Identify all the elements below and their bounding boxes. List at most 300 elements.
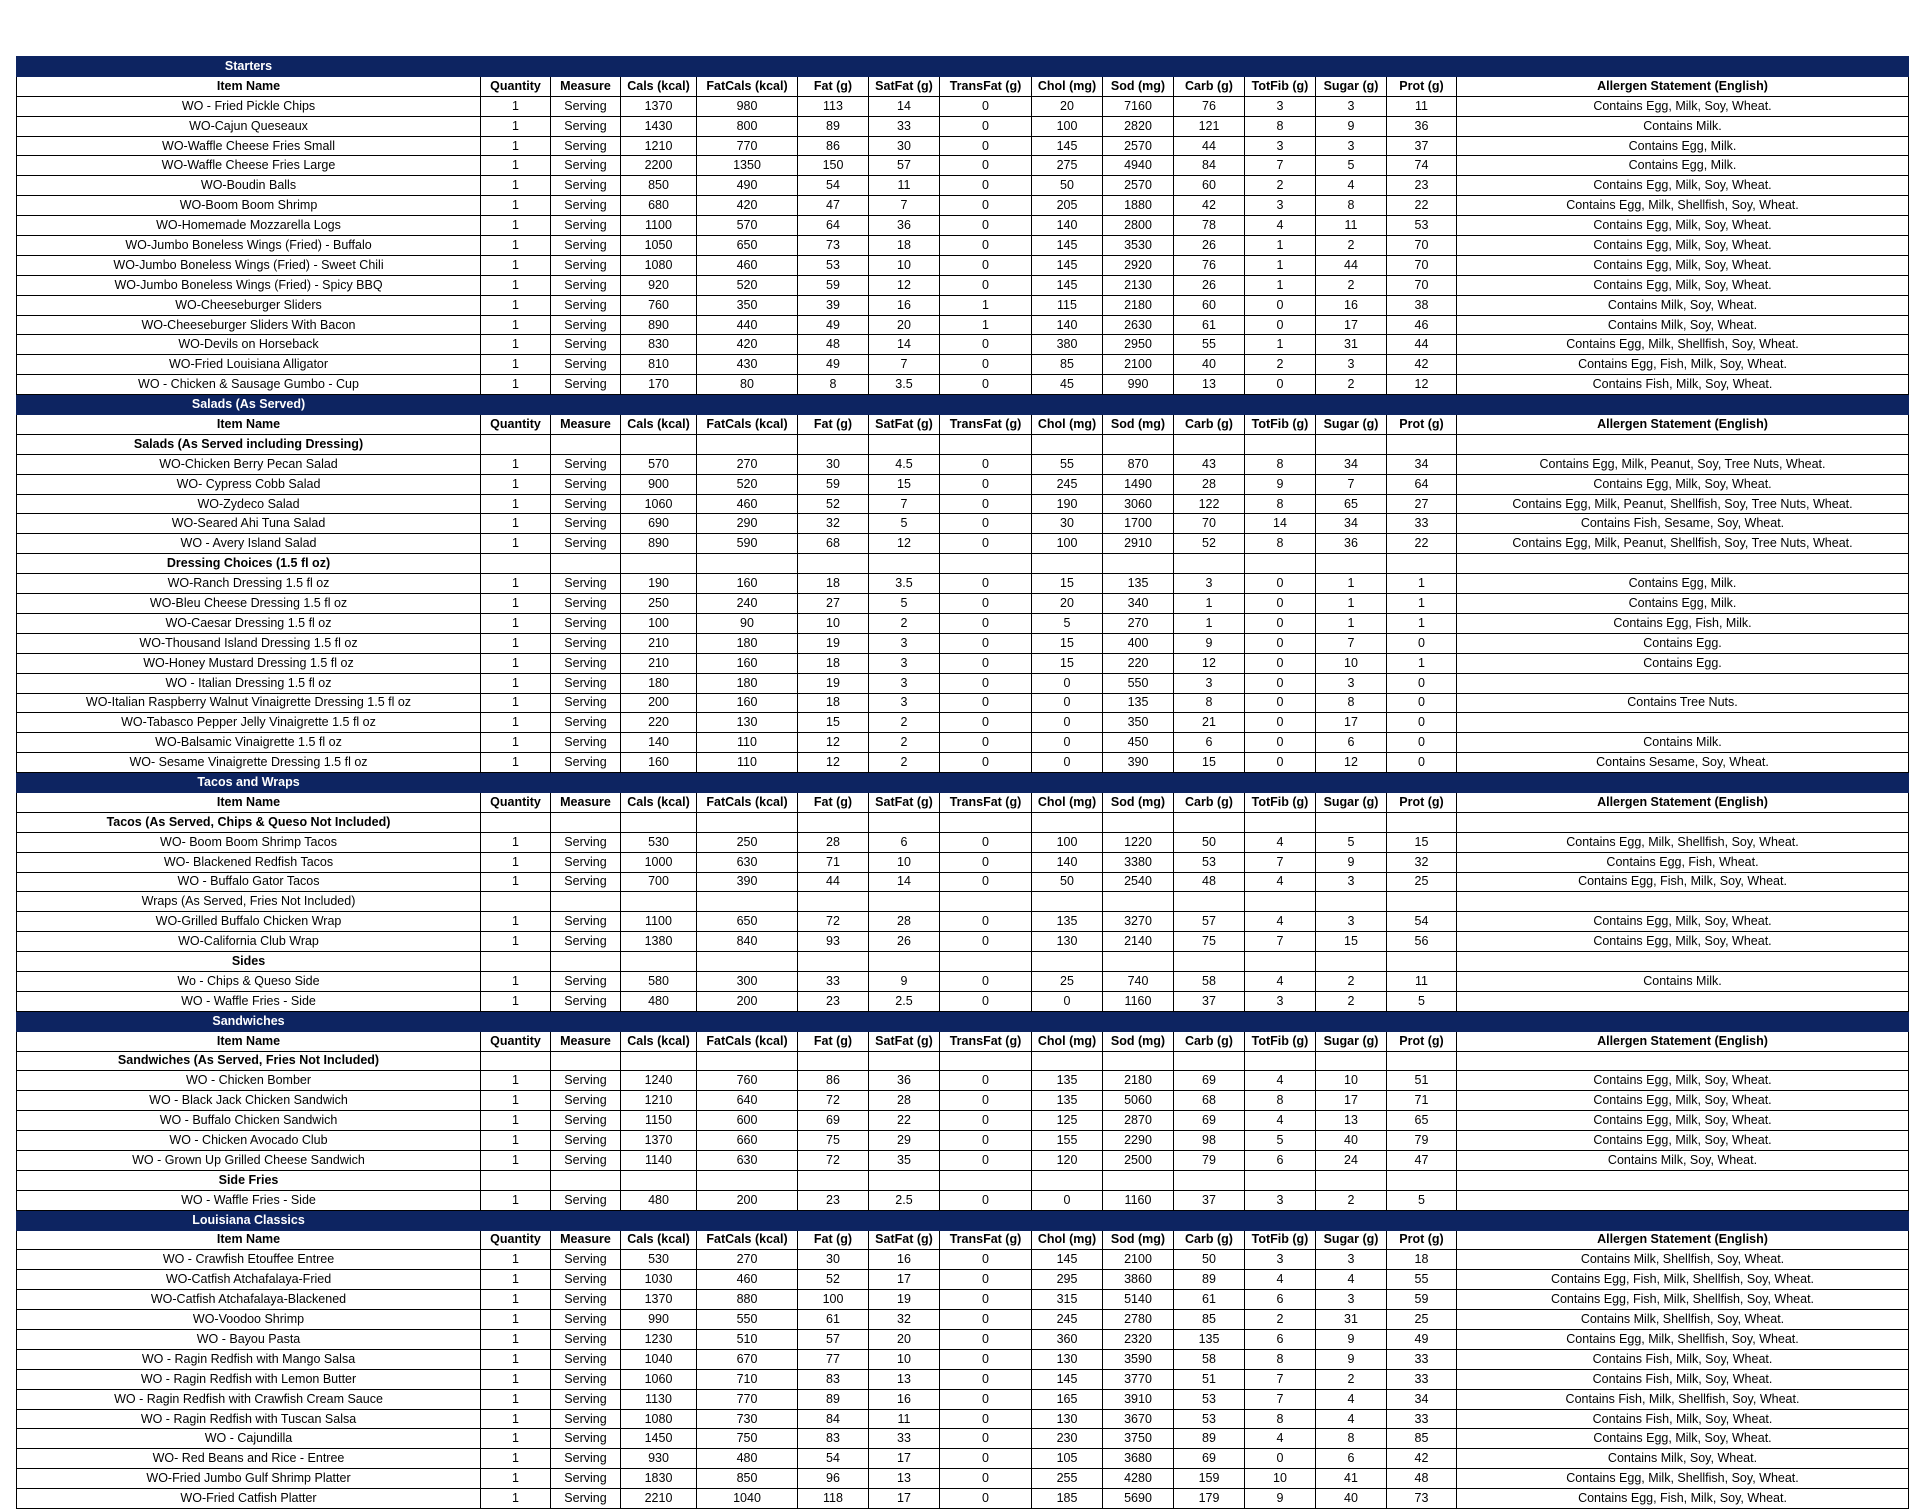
section-band-cell [1174,773,1245,793]
value-cell: 113 [798,96,869,116]
section-band-cell [1032,1011,1103,1031]
value-cell: 110 [697,753,798,773]
value-cell: 1370 [621,96,697,116]
column-header: FatCals (kcal) [697,1031,798,1051]
value-cell: 89 [798,116,869,136]
value-cell: 10 [869,255,940,275]
empty-cell [1174,1051,1245,1071]
value-cell: 45 [1032,375,1103,395]
item-name-cell: WO-Waffle Cheese Fries Small [17,136,481,156]
column-header: Cals (kcal) [621,792,697,812]
value-cell: 1060 [621,494,697,514]
value-cell: 135 [1032,912,1103,932]
value-cell: 240 [697,594,798,614]
value-cell: 185 [1032,1489,1103,1509]
value-cell: 1 [481,176,551,196]
section-band-cell [940,773,1032,793]
value-cell: 37 [1174,991,1245,1011]
empty-cell [697,434,798,454]
value-cell: 0 [940,136,1032,156]
section-band-cell [869,773,940,793]
item-name-cell: WO - Cajundilla [17,1429,481,1449]
value-cell: 1 [481,594,551,614]
value-cell: 53 [1174,1389,1245,1409]
value-cell: 3 [1245,136,1316,156]
section-band-cell [940,1210,1032,1230]
value-cell: 2140 [1103,932,1174,952]
value-cell: 3750 [1103,1429,1174,1449]
value-cell: 1 [481,514,551,534]
value-cell: 89 [1174,1429,1245,1449]
value-cell: 86 [798,136,869,156]
value-cell: 23 [798,991,869,1011]
value-cell: 54 [798,176,869,196]
empty-cell [1387,952,1457,972]
value-cell: 75 [1174,932,1245,952]
value-cell: 75 [798,1131,869,1151]
value-cell: 5 [1316,832,1387,852]
section-band-cell [1103,57,1174,77]
allergen-cell: Contains Egg, Fish, Milk, Soy, Wheat. [1457,355,1909,375]
column-header: SatFat (g) [869,792,940,812]
value-cell: 1 [481,971,551,991]
table-row [17,991,1909,1011]
value-cell: 2570 [1103,176,1174,196]
value-cell: 1030 [621,1270,697,1290]
column-header: Carb (g) [1174,415,1245,435]
value-cell: 46 [1387,315,1457,335]
column-header: FatCals (kcal) [697,792,798,812]
item-name-cell: WO - Chicken Avocado Club [17,1131,481,1151]
value-cell: 5140 [1103,1290,1174,1310]
value-cell: 7 [1245,932,1316,952]
value-cell: 360 [1032,1330,1103,1350]
value-cell: 570 [697,216,798,236]
value-cell: 1350 [697,156,798,176]
item-name-cell: WO - Fried Pickle Chips [17,96,481,116]
value-cell: 0 [940,1091,1032,1111]
allergen-cell: Contains Egg, Milk, Soy, Wheat. [1457,932,1909,952]
value-cell: 4 [1245,1270,1316,1290]
value-cell: 1 [481,832,551,852]
empty-cell [869,892,940,912]
allergen-cell: Contains Egg, Milk. [1457,594,1909,614]
section-band-cell [1174,57,1245,77]
value-cell: 0 [940,1449,1032,1469]
item-name-cell: WO - Black Jack Chicken Sandwich [17,1091,481,1111]
value-cell: 3 [1245,991,1316,1011]
value-cell: 3.5 [869,574,940,594]
value-cell: 1830 [621,1469,697,1489]
section-band-cell [1103,1210,1174,1230]
empty-cell [1245,1051,1316,1071]
value-cell: 0 [940,1270,1032,1290]
column-header: Allergen Statement (English) [1457,1230,1909,1250]
value-cell: 145 [1032,236,1103,256]
table-row [17,1330,1909,1350]
allergen-cell: Contains Egg, Milk, Soy, Wheat. [1457,236,1909,256]
value-cell: 2 [1316,1190,1387,1210]
empty-cell [940,892,1032,912]
value-cell: 1100 [621,216,697,236]
value-cell: 0 [940,196,1032,216]
value-cell: 0 [940,474,1032,494]
value-cell: 0 [1245,375,1316,395]
value-cell: 6 [1174,733,1245,753]
item-name-cell: WO-Boom Boom Shrimp [17,196,481,216]
column-header: Sod (mg) [1103,76,1174,96]
value-cell: 630 [697,1150,798,1170]
item-name-cell: WO - Bayou Pasta [17,1330,481,1350]
section-band-cell [1032,1210,1103,1230]
value-cell: 44 [798,872,869,892]
value-cell: 12 [798,733,869,753]
value-cell: 89 [798,1389,869,1409]
column-header: Cals (kcal) [621,76,697,96]
value-cell: 2 [1316,971,1387,991]
allergen-cell: Contains Milk, Shellfish, Soy, Wheat. [1457,1250,1909,1270]
section-band-cell [1457,57,1909,77]
value-cell: 118 [798,1489,869,1509]
subsection-label: Wraps (As Served, Fries Not Included) [17,892,481,912]
item-name-cell: WO- Cypress Cobb Salad [17,474,481,494]
value-cell: 18 [869,236,940,256]
allergen-cell: Contains Sesame, Soy, Wheat. [1457,753,1909,773]
value-cell: 130 [1032,1349,1103,1369]
value-cell: Serving [551,912,621,932]
empty-cell [1387,1051,1457,1071]
value-cell: 40 [1316,1131,1387,1151]
allergen-cell: Contains Egg, Milk, Soy, Wheat. [1457,275,1909,295]
section-band-cell [869,395,940,415]
value-cell: 53 [1174,852,1245,872]
value-cell: 15 [1032,653,1103,673]
value-cell: 37 [1174,1190,1245,1210]
section-title: Louisiana Classics [17,1210,481,1230]
value-cell: 520 [697,474,798,494]
value-cell: 0 [1387,673,1457,693]
value-cell: 0 [940,494,1032,514]
value-cell: 36 [1316,534,1387,554]
value-cell: 7 [1316,474,1387,494]
value-cell: 880 [697,1290,798,1310]
value-cell: 85 [1387,1429,1457,1449]
value-cell: 4 [1245,872,1316,892]
section-band-cell [1457,773,1909,793]
section-band-cell [697,395,798,415]
value-cell: 570 [621,454,697,474]
empty-cell [1174,892,1245,912]
value-cell: 3 [1245,1190,1316,1210]
column-header: Measure [551,415,621,435]
section-band-cell [1245,773,1316,793]
value-cell: 2130 [1103,275,1174,295]
value-cell: 480 [697,1449,798,1469]
value-cell: 36 [869,1071,940,1091]
empty-cell [551,1051,621,1071]
value-cell: 72 [798,1150,869,1170]
value-cell: 1 [481,255,551,275]
value-cell: 7160 [1103,96,1174,116]
value-cell: 0 [1032,753,1103,773]
value-cell: 0 [940,335,1032,355]
empty-cell [1032,554,1103,574]
value-cell: 49 [1387,1330,1457,1350]
section-band-cell [798,57,869,77]
value-cell: 55 [1032,454,1103,474]
value-cell: 1040 [697,1489,798,1509]
value-cell: 65 [1316,494,1387,514]
item-name-cell: WO - Waffle Fries - Side [17,1190,481,1210]
empty-cell [940,1051,1032,1071]
value-cell: 0 [940,116,1032,136]
table-row [17,1091,1909,1111]
column-header: SatFat (g) [869,76,940,96]
value-cell: 2.5 [869,991,940,1011]
value-cell: 160 [621,753,697,773]
value-cell: Serving [551,653,621,673]
value-cell: 3 [1316,912,1387,932]
value-cell: 3 [869,653,940,673]
value-cell: 33 [869,1429,940,1449]
value-cell: 1 [940,315,1032,335]
value-cell: 0 [940,733,1032,753]
allergen-cell: Contains Egg, Milk, Peanut, Shellfish, Soy, Tree Nuts, Wheat. [1457,494,1909,514]
value-cell: 1 [481,375,551,395]
value-cell: 1 [481,1190,551,1210]
section-band-cell [621,57,697,77]
value-cell: 1160 [1103,991,1174,1011]
empty-cell [621,892,697,912]
value-cell: 0 [940,633,1032,653]
empty-cell [1245,892,1316,912]
allergen-cell: Contains Egg, Milk, Peanut, Soy, Tree Nuts, Wheat. [1457,454,1909,474]
value-cell: 0 [940,236,1032,256]
column-header: TotFib (g) [1245,1230,1316,1250]
value-cell: 16 [1316,295,1387,315]
value-cell: 900 [621,474,697,494]
empty-cell [798,812,869,832]
value-cell: 57 [798,1330,869,1350]
value-cell: 1430 [621,116,697,136]
value-cell: 380 [1032,335,1103,355]
value-cell: 7 [1245,1389,1316,1409]
empty-cell [1032,1051,1103,1071]
empty-cell [551,554,621,574]
value-cell: 2180 [1103,295,1174,315]
section-band-cell [551,395,621,415]
section-band-cell [1103,395,1174,415]
value-cell: 14 [869,872,940,892]
value-cell: 32 [869,1310,940,1330]
value-cell: 1 [1387,594,1457,614]
value-cell: 140 [621,733,697,753]
value-cell: 245 [1032,1310,1103,1330]
value-cell: 4 [1245,1111,1316,1131]
value-cell: 33 [1387,1349,1457,1369]
value-cell: 920 [621,275,697,295]
value-cell: 2570 [1103,136,1174,156]
allergen-cell: Contains Egg, Milk, Soy, Wheat. [1457,255,1909,275]
item-name-cell: WO - Waffle Fries - Side [17,991,481,1011]
value-cell: 31 [1316,335,1387,355]
column-header: FatCals (kcal) [697,415,798,435]
table-row [17,753,1909,773]
section-band-cell [697,773,798,793]
table-row [17,912,1909,932]
section-band-cell [1174,395,1245,415]
value-cell: 0 [940,1250,1032,1270]
value-cell: 12 [1387,375,1457,395]
value-cell: 48 [798,335,869,355]
empty-cell [621,952,697,972]
value-cell: 13 [869,1469,940,1489]
item-name-cell: WO-Italian Raspberry Walnut Vinaigrette Dressing 1.5 fl oz [17,693,481,713]
value-cell: 1230 [621,1330,697,1350]
value-cell: 9 [1316,1330,1387,1350]
value-cell: 4 [1245,832,1316,852]
value-cell: 5 [869,594,940,614]
column-header: TransFat (g) [940,792,1032,812]
value-cell: 1 [481,932,551,952]
table-row [17,196,1909,216]
subsection-row [17,1170,1909,1190]
value-cell: 145 [1032,275,1103,295]
value-cell: 510 [697,1330,798,1350]
column-header: Chol (mg) [1032,792,1103,812]
value-cell: 5 [1316,156,1387,176]
value-cell: 0 [940,375,1032,395]
value-cell: 1370 [621,1290,697,1310]
value-cell: 58 [1174,1349,1245,1369]
column-header-row [17,1230,1909,1250]
value-cell: 2 [1316,375,1387,395]
value-cell: 290 [697,514,798,534]
value-cell: 53 [1387,216,1457,236]
empty-cell [1103,1051,1174,1071]
column-header: Fat (g) [798,792,869,812]
subsection-row [17,892,1909,912]
value-cell: 1 [481,454,551,474]
empty-cell [1245,812,1316,832]
section-band-cell [1316,1210,1387,1230]
value-cell: Serving [551,673,621,693]
value-cell: 4940 [1103,156,1174,176]
section-band-cell [1457,1210,1909,1230]
value-cell: 145 [1032,255,1103,275]
value-cell: 770 [697,1389,798,1409]
value-cell: Serving [551,216,621,236]
value-cell: Serving [551,872,621,892]
column-header: Cals (kcal) [621,1031,697,1051]
value-cell: 8 [1316,1429,1387,1449]
value-cell: 37 [1387,136,1457,156]
column-header: Chol (mg) [1032,415,1103,435]
value-cell: 8 [1245,1409,1316,1429]
value-cell: 0 [1245,594,1316,614]
table-row [17,673,1909,693]
value-cell: 15 [869,474,940,494]
table-row [17,236,1909,256]
value-cell: 3 [1174,673,1245,693]
allergen-cell: Contains Milk. [1457,971,1909,991]
section-band-cell [621,1210,697,1230]
value-cell: 3 [869,673,940,693]
allergen-cell: Contains Fish, Sesame, Soy, Wheat. [1457,514,1909,534]
empty-cell [1174,434,1245,454]
value-cell: 3 [1316,96,1387,116]
table-row [17,315,1909,335]
value-cell: 3670 [1103,1409,1174,1429]
section-band-cell [1103,773,1174,793]
value-cell: 47 [1387,1150,1457,1170]
value-cell: Serving [551,116,621,136]
value-cell: 59 [798,275,869,295]
value-cell: 7 [1316,633,1387,653]
section-band-cell [869,1210,940,1230]
empty-cell [798,1051,869,1071]
value-cell: 0 [940,594,1032,614]
value-cell: 0 [1387,713,1457,733]
value-cell: 220 [621,713,697,733]
value-cell: 1 [481,156,551,176]
value-cell: 250 [697,832,798,852]
allergen-cell: Contains Milk, Shellfish, Soy, Wheat. [1457,1310,1909,1330]
value-cell: 0 [940,216,1032,236]
value-cell: 8 [1245,534,1316,554]
value-cell: Serving [551,275,621,295]
value-cell: 130 [697,713,798,733]
allergen-cell: Contains Milk, Soy, Wheat. [1457,1150,1909,1170]
value-cell: 58 [1174,971,1245,991]
value-cell: 3270 [1103,912,1174,932]
value-cell: 12 [1316,753,1387,773]
value-cell: 5060 [1103,1091,1174,1111]
section-band-cell [1316,773,1387,793]
table-row [17,96,1909,116]
value-cell: 4 [1316,1409,1387,1429]
value-cell: Serving [551,315,621,335]
value-cell: 4 [1316,1389,1387,1409]
value-cell: 83 [798,1429,869,1449]
value-cell: 15 [1316,932,1387,952]
value-cell: 660 [697,1131,798,1151]
value-cell: 50 [1174,832,1245,852]
value-cell: 4 [1245,1071,1316,1091]
subsection-label: Sides [17,952,481,972]
table-row [17,335,1909,355]
value-cell: 760 [697,1071,798,1091]
value-cell: Serving [551,255,621,275]
column-header: TransFat (g) [940,76,1032,96]
value-cell: 64 [798,216,869,236]
section-header-row [17,1210,1909,1230]
table-row [17,1290,1909,1310]
value-cell: 2920 [1103,255,1174,275]
allergen-cell: Contains Egg, Milk, Peanut, Shellfish, Soy, Tree Nuts, Wheat. [1457,534,1909,554]
value-cell: 0 [1245,733,1316,753]
value-cell: 34 [1387,454,1457,474]
value-cell: 115 [1032,295,1103,315]
section-band-cell [869,1011,940,1031]
value-cell: 750 [697,1429,798,1449]
allergen-cell: Contains Fish, Milk, Soy, Wheat. [1457,1349,1909,1369]
value-cell: 70 [1387,255,1457,275]
value-cell: 165 [1032,1389,1103,1409]
value-cell: Serving [551,335,621,355]
value-cell: 0 [1245,673,1316,693]
empty-cell [940,1170,1032,1190]
